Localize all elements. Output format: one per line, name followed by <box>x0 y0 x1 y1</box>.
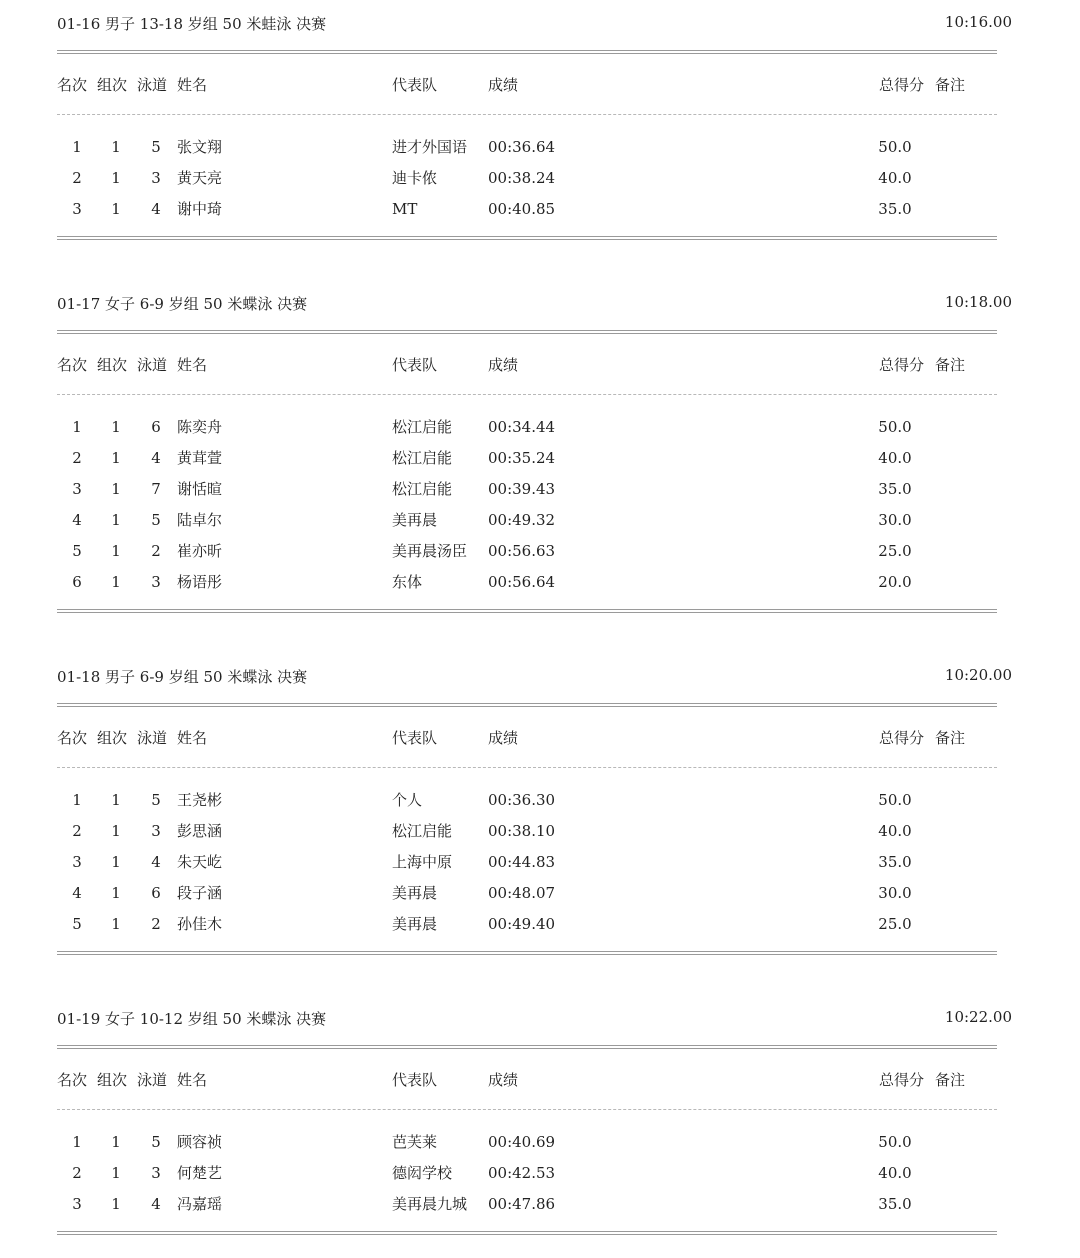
event-title: 01-17 女子 6-9 岁组 50 米蝶泳 决赛 <box>57 295 308 313</box>
header-team: 代表队 <box>392 76 438 94</box>
swimmer-name: 孙佳木 <box>177 915 223 933</box>
lane: 4 <box>151 449 161 467</box>
heat: 1 <box>111 200 121 218</box>
lane: 6 <box>151 884 161 902</box>
event-title: 01-19 女子 10-12 岁组 50 米蝶泳 决赛 <box>57 1010 327 1028</box>
header-team: 代表队 <box>392 1071 438 1089</box>
double-rule <box>57 330 997 334</box>
header-lane: 泳道 <box>137 76 168 94</box>
header-heat: 组次 <box>97 356 128 374</box>
header-time: 成绩 <box>488 729 519 747</box>
event-header <box>57 293 1012 313</box>
header-points: 总得分 <box>879 356 925 374</box>
points: 50.0 <box>878 418 912 436</box>
heat: 1 <box>111 480 121 498</box>
points: 30.0 <box>878 884 912 902</box>
lane: 2 <box>151 915 161 933</box>
column-header-row <box>0 75 1080 95</box>
table-row <box>0 883 1080 903</box>
header-time: 成绩 <box>488 356 519 374</box>
double-rule <box>57 703 997 707</box>
swimmer-name: 陈奕舟 <box>177 418 223 436</box>
header-rank: 名次 <box>57 1071 88 1089</box>
team: 上海中原 <box>392 853 453 871</box>
header-lane: 泳道 <box>137 1071 168 1089</box>
points: 35.0 <box>878 480 912 498</box>
lane: 4 <box>151 1195 161 1213</box>
lane: 5 <box>151 138 161 156</box>
points: 25.0 <box>878 915 912 933</box>
rank: 1 <box>72 138 82 156</box>
result-time: 00:36.30 <box>488 791 556 809</box>
rank: 5 <box>72 542 82 560</box>
heat: 1 <box>111 822 121 840</box>
header-points: 总得分 <box>879 1071 925 1089</box>
double-rule <box>57 951 997 955</box>
rank: 2 <box>72 822 82 840</box>
rank: 1 <box>72 1133 82 1151</box>
heat: 1 <box>111 1133 121 1151</box>
rank: 4 <box>72 884 82 902</box>
table-row <box>0 199 1080 219</box>
table-row <box>0 137 1080 157</box>
event-header <box>57 1008 1012 1028</box>
swimmer-name: 彭思涵 <box>177 822 223 840</box>
table-row <box>0 572 1080 592</box>
team: 松江启能 <box>392 449 453 467</box>
header-name: 姓名 <box>177 356 208 374</box>
event-time: 10:22.00 <box>944 1008 1012 1026</box>
event-header <box>57 666 1012 686</box>
result-time: 00:40.69 <box>488 1133 556 1151</box>
team: 迪卡侬 <box>392 169 438 187</box>
swimmer-name: 何楚艺 <box>177 1164 223 1182</box>
lane: 5 <box>151 1133 161 1151</box>
heat: 1 <box>111 542 121 560</box>
header-note: 备注 <box>935 729 966 747</box>
table-row <box>0 1163 1080 1183</box>
swimmer-name: 顾容祯 <box>177 1133 223 1151</box>
lane: 5 <box>151 511 161 529</box>
event-header <box>57 13 1012 33</box>
header-points: 总得分 <box>879 76 925 94</box>
swimmer-name: 谢恬暄 <box>177 480 223 498</box>
table-row <box>0 479 1080 499</box>
heat: 1 <box>111 791 121 809</box>
table-row <box>0 790 1080 810</box>
swimmer-name: 黄茸萱 <box>177 449 223 467</box>
header-rank: 名次 <box>57 729 88 747</box>
swimmer-name: 段子涵 <box>177 884 223 902</box>
swimmer-name: 张文翔 <box>177 138 223 156</box>
rank: 3 <box>72 200 82 218</box>
swimmer-name: 王尧彬 <box>177 791 223 809</box>
result-time: 00:36.64 <box>488 138 556 156</box>
header-lane: 泳道 <box>137 729 168 747</box>
header-heat: 组次 <box>97 76 128 94</box>
heat: 1 <box>111 853 121 871</box>
table-row <box>0 852 1080 872</box>
header-team: 代表队 <box>392 729 438 747</box>
points: 25.0 <box>878 542 912 560</box>
team: 芭芙莱 <box>392 1133 438 1151</box>
header-note: 备注 <box>935 76 966 94</box>
table-row <box>0 510 1080 530</box>
points: 40.0 <box>878 1164 912 1182</box>
result-time: 00:40.85 <box>488 200 556 218</box>
table-row <box>0 821 1080 841</box>
points: 30.0 <box>878 511 912 529</box>
points: 50.0 <box>878 1133 912 1151</box>
result-time: 00:49.32 <box>488 511 556 529</box>
rank: 2 <box>72 169 82 187</box>
header-heat: 组次 <box>97 729 128 747</box>
swimmer-name: 崔亦昕 <box>177 542 223 560</box>
swimmer-name: 陆卓尔 <box>177 511 223 529</box>
swimmer-name: 冯嘉瑶 <box>177 1195 223 1213</box>
rank: 3 <box>72 480 82 498</box>
header-time: 成绩 <box>488 1071 519 1089</box>
swimmer-name: 朱天屹 <box>177 853 223 871</box>
heat: 1 <box>111 138 121 156</box>
header-points: 总得分 <box>879 729 925 747</box>
lane: 4 <box>151 200 161 218</box>
header-time: 成绩 <box>488 76 519 94</box>
heat: 1 <box>111 1195 121 1213</box>
points: 50.0 <box>878 791 912 809</box>
rank: 5 <box>72 915 82 933</box>
table-row <box>0 417 1080 437</box>
header-note: 备注 <box>935 1071 966 1089</box>
team: 松江启能 <box>392 418 453 436</box>
header-rank: 名次 <box>57 356 88 374</box>
rank: 2 <box>72 1164 82 1182</box>
header-name: 姓名 <box>177 1071 208 1089</box>
points: 50.0 <box>878 138 912 156</box>
header-name: 姓名 <box>177 729 208 747</box>
event-title: 01-16 男子 13-18 岁组 50 米蛙泳 决赛 <box>57 15 327 33</box>
result-time: 00:48.07 <box>488 884 556 902</box>
result-time: 00:35.24 <box>488 449 556 467</box>
points: 40.0 <box>878 822 912 840</box>
result-time: 00:44.83 <box>488 853 556 871</box>
result-time: 00:38.10 <box>488 822 556 840</box>
result-time: 00:47.86 <box>488 1195 556 1213</box>
heat: 1 <box>111 418 121 436</box>
rank: 3 <box>72 853 82 871</box>
rank: 6 <box>72 573 82 591</box>
double-rule <box>57 50 997 54</box>
team: 松江启能 <box>392 480 453 498</box>
table-row <box>0 541 1080 561</box>
lane: 3 <box>151 169 161 187</box>
header-note: 备注 <box>935 356 966 374</box>
table-row <box>0 1132 1080 1152</box>
column-header-row <box>0 355 1080 375</box>
lane: 6 <box>151 418 161 436</box>
swimmer-name: 黄天亮 <box>177 169 223 187</box>
lane: 3 <box>151 1164 161 1182</box>
points: 40.0 <box>878 449 912 467</box>
lane: 2 <box>151 542 161 560</box>
swimmer-name: 谢中琦 <box>177 200 223 218</box>
lane: 5 <box>151 791 161 809</box>
event-time: 10:18.00 <box>944 293 1012 311</box>
team: 个人 <box>392 791 423 809</box>
result-time: 00:56.63 <box>488 542 556 560</box>
column-header-row <box>0 1070 1080 1090</box>
heat: 1 <box>111 915 121 933</box>
rank: 3 <box>72 1195 82 1213</box>
event-time: 10:20.00 <box>944 666 1012 684</box>
team: MT <box>392 200 418 218</box>
double-rule <box>57 236 997 240</box>
header-rank: 名次 <box>57 76 88 94</box>
rank: 1 <box>72 791 82 809</box>
points: 35.0 <box>878 1195 912 1213</box>
event-title: 01-18 男子 6-9 岁组 50 米蝶泳 决赛 <box>57 668 308 686</box>
column-header-row <box>0 728 1080 748</box>
header-team: 代表队 <box>392 356 438 374</box>
lane: 3 <box>151 573 161 591</box>
result-time: 00:56.64 <box>488 573 556 591</box>
result-time: 00:39.43 <box>488 480 556 498</box>
team: 德闳学校 <box>392 1164 453 1182</box>
team: 美再晨 <box>392 915 438 933</box>
double-rule <box>57 609 997 613</box>
rank: 2 <box>72 449 82 467</box>
table-row <box>0 914 1080 934</box>
header-heat: 组次 <box>97 1071 128 1089</box>
header-lane: 泳道 <box>137 356 168 374</box>
double-rule <box>57 1045 997 1049</box>
table-row <box>0 1194 1080 1214</box>
heat: 1 <box>111 449 121 467</box>
team: 东体 <box>392 573 423 591</box>
heat: 1 <box>111 511 121 529</box>
dashed-rule <box>57 767 997 768</box>
dashed-rule <box>57 1109 997 1110</box>
points: 35.0 <box>878 853 912 871</box>
table-row <box>0 448 1080 468</box>
team: 松江启能 <box>392 822 453 840</box>
lane: 4 <box>151 853 161 871</box>
team: 美再晨九城 <box>392 1195 468 1213</box>
team: 美再晨汤臣 <box>392 542 468 560</box>
heat: 1 <box>111 169 121 187</box>
header-name: 姓名 <box>177 76 208 94</box>
team: 美再晨 <box>392 884 438 902</box>
heat: 1 <box>111 884 121 902</box>
team: 美再晨 <box>392 511 438 529</box>
team: 进才外国语 <box>392 138 468 156</box>
points: 20.0 <box>878 573 912 591</box>
heat: 1 <box>111 1164 121 1182</box>
table-row <box>0 168 1080 188</box>
result-time: 00:38.24 <box>488 169 556 187</box>
double-rule <box>57 1231 997 1235</box>
rank: 1 <box>72 418 82 436</box>
rank: 4 <box>72 511 82 529</box>
dashed-rule <box>57 114 997 115</box>
swimmer-name: 杨语彤 <box>177 573 223 591</box>
points: 40.0 <box>878 169 912 187</box>
result-time: 00:34.44 <box>488 418 556 436</box>
dashed-rule <box>57 394 997 395</box>
event-time: 10:16.00 <box>944 13 1012 31</box>
lane: 7 <box>151 480 161 498</box>
result-time: 00:49.40 <box>488 915 556 933</box>
points: 35.0 <box>878 200 912 218</box>
result-time: 00:42.53 <box>488 1164 556 1182</box>
lane: 3 <box>151 822 161 840</box>
heat: 1 <box>111 573 121 591</box>
